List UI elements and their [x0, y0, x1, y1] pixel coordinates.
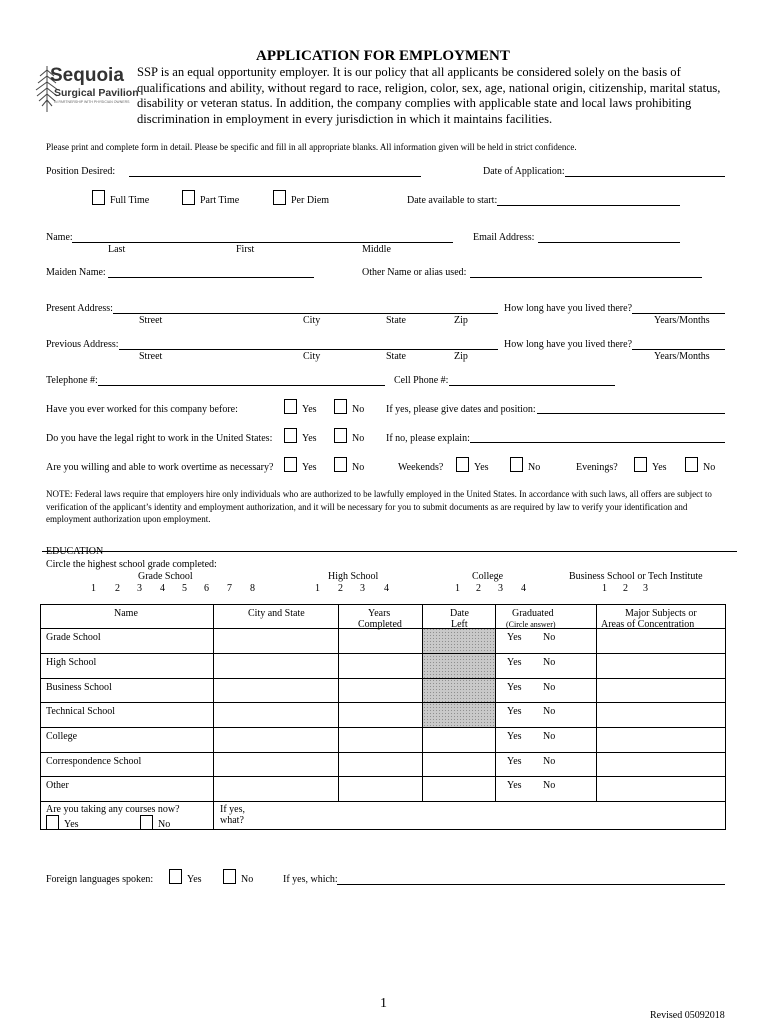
- page-number: 1: [380, 996, 387, 1011]
- worked-before-followup-field[interactable]: [537, 413, 725, 414]
- instructions: Please print and complete form in detail. Please be specific and fill in all appropriate blanks. All information given will be held in strict confidence.: [46, 142, 577, 152]
- present-state-caption: State: [386, 315, 406, 326]
- worked-before-question: Have you ever worked for this company before:: [46, 404, 238, 415]
- row-divider: [40, 801, 726, 802]
- row-grade-school: Grade School: [46, 632, 101, 643]
- worked-before-no-label: No: [352, 404, 365, 415]
- col-divider: [338, 604, 339, 802]
- foreign-languages-label: Foreign languages spoken:: [46, 874, 154, 885]
- previous-how-long-field[interactable]: [632, 349, 725, 350]
- technical-school-no[interactable]: No: [543, 706, 556, 717]
- first-name-caption: First: [236, 244, 255, 255]
- worked-before-no-checkbox[interactable]: [334, 399, 347, 414]
- maiden-name-label: Maiden Name:: [46, 267, 106, 278]
- full-time-checkbox[interactable]: [92, 190, 105, 205]
- row-correspondence-school: Correspondence School: [46, 756, 142, 767]
- college-scale-label: College: [472, 571, 504, 582]
- languages-yes-label: Yes: [187, 874, 202, 885]
- col-divider: [596, 604, 597, 802]
- eeo-policy: SSP is an equal opportunity employer. It is our policy that all applicants be considered solely on the basis of qualifications and ability, without regard to race, religion, color, sex, age, national origin, citizenship, marital status, disability or veteran status. In addition, the company complies with applicable state and local laws prohibiting discrimination in employment in every jurisdiction in which it maintains facilities.: [137, 65, 721, 126]
- high-school-3[interactable]: 3: [360, 583, 365, 594]
- previous-years-months-caption: Years/Months: [654, 351, 710, 362]
- name-field[interactable]: [72, 242, 453, 243]
- courses-now-yes-label: Yes: [64, 819, 79, 830]
- email-field[interactable]: [538, 242, 680, 243]
- header-left: Left: [451, 619, 468, 630]
- overtime-question: Are you willing and able to work overtime as necessary?: [46, 462, 274, 473]
- previous-state-caption: State: [386, 351, 406, 362]
- languages-yes-checkbox[interactable]: [169, 869, 182, 884]
- overtime-yes-checkbox[interactable]: [284, 457, 297, 472]
- row-divider: [40, 702, 726, 703]
- col-divider: [213, 802, 214, 830]
- row-high-school: High School: [46, 657, 97, 668]
- logo-tagline: IN PARTNERSHIP WITH PHYSICIAN OWNERS: [54, 100, 130, 104]
- other-no[interactable]: No: [543, 780, 556, 791]
- languages-no-checkbox[interactable]: [223, 869, 236, 884]
- overtime-no-checkbox[interactable]: [334, 457, 347, 472]
- high-school-1[interactable]: 1: [315, 583, 320, 594]
- per-diem-checkbox[interactable]: [273, 190, 286, 205]
- legal-right-no-label: No: [352, 433, 365, 444]
- telephone-label: Telephone #:: [46, 375, 98, 386]
- last-name-caption: Last: [108, 244, 126, 255]
- education-table-border: [40, 604, 726, 830]
- legal-right-question: Do you have the legal right to work in the United States:: [46, 433, 273, 444]
- email-label: Email Address:: [473, 232, 535, 243]
- full-time-label: Full Time: [110, 195, 150, 206]
- header-circle-answer: (Circle answer): [506, 620, 556, 629]
- row-divider: [40, 678, 726, 679]
- overtime-yes-label: Yes: [302, 462, 317, 473]
- grade-school-3[interactable]: 3: [137, 583, 142, 594]
- present-how-long-field[interactable]: [632, 313, 725, 314]
- present-years-months-caption: Years/Months: [654, 315, 710, 326]
- college-4[interactable]: 4: [521, 583, 526, 594]
- header-date: Date: [450, 608, 469, 619]
- grade-school-yes[interactable]: Yes: [507, 632, 522, 643]
- header-name: Name: [114, 608, 138, 619]
- header-city-state: City and State: [248, 608, 305, 619]
- other-name-label: Other Name or alias used:: [362, 267, 467, 278]
- weekends-no-checkbox[interactable]: [510, 457, 523, 472]
- legal-right-yes-checkbox[interactable]: [284, 428, 297, 443]
- part-time-label: Part Time: [200, 195, 240, 206]
- business-school-1[interactable]: 1: [602, 583, 607, 594]
- date-of-application-field[interactable]: [565, 176, 725, 177]
- present-how-long-label: How long have you lived there?: [504, 303, 633, 314]
- previous-address-label: Previous Address:: [46, 339, 119, 350]
- present-city-caption: City: [303, 315, 321, 326]
- business-school-no[interactable]: No: [543, 682, 556, 693]
- high-school-4[interactable]: 4: [384, 583, 389, 594]
- worked-before-yes-label: Yes: [302, 404, 317, 415]
- previous-how-long-label: How long have you lived there?: [504, 339, 633, 350]
- grade-school-5[interactable]: 5: [182, 583, 187, 594]
- correspondence-school-yes[interactable]: Yes: [507, 756, 522, 767]
- previous-address-field[interactable]: [119, 349, 498, 350]
- header-years: Years: [368, 608, 391, 619]
- header-completed: Completed: [358, 619, 402, 630]
- courses-now-no-label: No: [158, 819, 171, 830]
- present-zip-caption: Zip: [454, 315, 468, 326]
- courses-if-yes-label: If yes,: [220, 804, 245, 815]
- correspondence-school-no[interactable]: No: [543, 756, 556, 767]
- federal-law-note: NOTE: Federal laws require that employers hire only individuals who are authorized to be lawfully employed in the United States. In accordance with such laws, all offers are subject to verification of the applicant’s identity and employment authorization, and it will be necessary for you to submit documents as are required by law to verify your identification and employment authorization upon employment.: [46, 489, 712, 524]
- grade-school-2[interactable]: 2: [115, 583, 120, 594]
- position-desired-field[interactable]: [129, 176, 421, 177]
- row-technical-school: Technical School: [46, 706, 115, 717]
- education-heading: EDUCATION: [46, 546, 104, 557]
- telephone-field[interactable]: [98, 385, 385, 386]
- grade-school-6[interactable]: 6: [204, 583, 209, 594]
- grade-school-1[interactable]: 1: [91, 583, 96, 594]
- weekends-no-label: No: [528, 462, 541, 473]
- weekends-yes-checkbox[interactable]: [456, 457, 469, 472]
- present-address-field[interactable]: [113, 313, 498, 314]
- per-diem-label: Per Diem: [291, 195, 330, 206]
- education-divider: [42, 551, 737, 552]
- college-no[interactable]: No: [543, 731, 556, 742]
- col-divider: [422, 604, 423, 802]
- grade-school-4[interactable]: 4: [160, 583, 165, 594]
- middle-name-caption: Middle: [362, 244, 391, 255]
- education-table: [40, 604, 726, 830]
- college-1[interactable]: 1: [455, 583, 460, 594]
- weekends-label: Weekends?: [398, 462, 444, 473]
- languages-no-label: No: [241, 874, 254, 885]
- evenings-yes-checkbox[interactable]: [634, 457, 647, 472]
- grade-school-no[interactable]: No: [543, 632, 556, 643]
- courses-now-question: Are you taking any courses now?: [46, 804, 180, 815]
- college-3[interactable]: 3: [498, 583, 503, 594]
- position-desired-label: Position Desired:: [46, 166, 116, 177]
- previous-city-caption: City: [303, 351, 321, 362]
- evenings-no-checkbox[interactable]: [685, 457, 698, 472]
- cell-phone-field[interactable]: [449, 385, 615, 386]
- maiden-name-field[interactable]: [108, 277, 314, 278]
- header-graduated: Graduated: [512, 608, 554, 619]
- header-areas: Areas of Concentration: [601, 619, 695, 630]
- present-address-label: Present Address:: [46, 303, 113, 314]
- grade-school-8[interactable]: 8: [250, 583, 255, 594]
- row-divider: [40, 752, 726, 753]
- logo-name: Sequoia: [50, 65, 124, 86]
- worked-before-followup-label: If yes, please give dates and position:: [386, 404, 536, 415]
- part-time-checkbox[interactable]: [182, 190, 195, 205]
- logo-subtitle: Surgical Pavilion: [54, 87, 139, 99]
- row-divider: [40, 727, 726, 728]
- evenings-no-label: No: [703, 462, 716, 473]
- row-divider: [40, 653, 726, 654]
- row-divider: [40, 776, 726, 777]
- previous-zip-caption: Zip: [454, 351, 468, 362]
- business-school-yes[interactable]: Yes: [507, 682, 522, 693]
- date-available-field[interactable]: [497, 205, 680, 206]
- date-of-application-label: Date of Application:: [483, 166, 565, 177]
- revision-date: Revised 05092018: [650, 1010, 725, 1021]
- worked-before-yes-checkbox[interactable]: [284, 399, 297, 414]
- business-school-scale-label: Business School or Tech Institute: [569, 571, 703, 582]
- technical-school-yes[interactable]: Yes: [507, 706, 522, 717]
- courses-what-label: what?: [220, 815, 244, 826]
- courses-now-yes-checkbox[interactable]: [46, 815, 59, 830]
- business-school-2[interactable]: 2: [623, 583, 628, 594]
- legal-right-yes-label: Yes: [302, 433, 317, 444]
- legal-right-followup-label: If no, please explain:: [386, 433, 470, 444]
- high-school-scale-label: High School: [328, 571, 379, 582]
- grade-school-scale-label: Grade School: [138, 571, 193, 582]
- languages-which-label: If yes, which:: [283, 874, 338, 885]
- other-name-field[interactable]: [470, 277, 702, 278]
- business-school-3[interactable]: 3: [643, 583, 648, 594]
- header-major: Major Subjects or: [625, 608, 697, 619]
- grade-school-7[interactable]: 7: [227, 583, 232, 594]
- col-divider: [213, 604, 214, 802]
- weekends-yes-label: Yes: [474, 462, 489, 473]
- high-school-yes[interactable]: Yes: [507, 657, 522, 668]
- evenings-label: Evenings?: [576, 462, 618, 473]
- evenings-yes-label: Yes: [652, 462, 667, 473]
- row-business-school: Business School: [46, 682, 112, 693]
- page-title: APPLICATION FOR EMPLOYMENT: [256, 48, 510, 64]
- previous-street-caption: Street: [139, 351, 163, 362]
- courses-now-no-checkbox[interactable]: [140, 815, 153, 830]
- present-street-caption: Street: [139, 315, 163, 326]
- circle-grade-instruction: Circle the highest school grade completed:: [46, 559, 217, 570]
- name-label: Name:: [46, 232, 73, 243]
- row-college: College: [46, 731, 78, 742]
- other-yes[interactable]: Yes: [507, 780, 522, 791]
- college-yes[interactable]: Yes: [507, 731, 522, 742]
- cell-phone-label: Cell Phone #:: [394, 375, 449, 386]
- overtime-no-label: No: [352, 462, 365, 473]
- high-school-2[interactable]: 2: [338, 583, 343, 594]
- languages-which-field[interactable]: [337, 884, 725, 885]
- legal-right-followup-field[interactable]: [470, 442, 725, 443]
- college-2[interactable]: 2: [476, 583, 481, 594]
- date-available-label: Date available to start:: [407, 195, 498, 206]
- legal-right-no-checkbox[interactable]: [334, 428, 347, 443]
- col-divider: [495, 604, 496, 802]
- high-school-no[interactable]: No: [543, 657, 556, 668]
- company-logo: [32, 62, 139, 118]
- row-other: Other: [46, 780, 69, 791]
